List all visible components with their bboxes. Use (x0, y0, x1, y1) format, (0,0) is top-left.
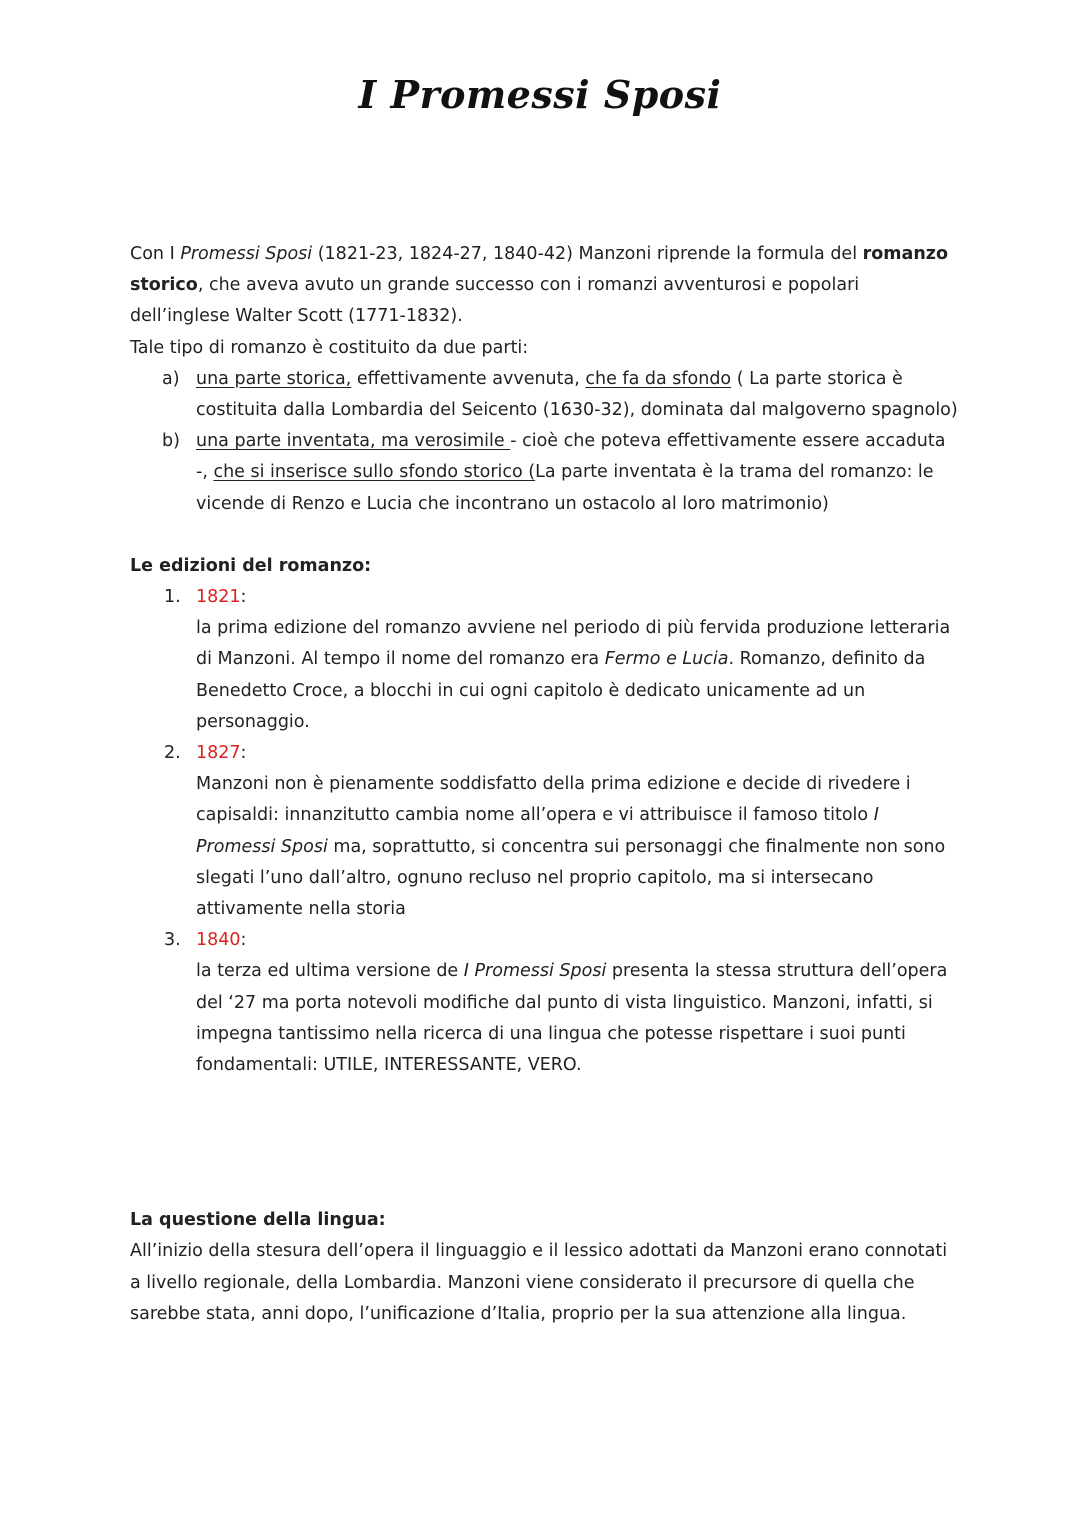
item-text: ( La parte storica è costituita dalla Lombardia del Seicento (1630-32), dominata dal malgoverno spagnolo) (196, 368, 958, 421)
italic-title: I Promessi Sposi (463, 961, 607, 982)
item-text: Manzoni non è pienamente soddisfatto della prima edizione e decide di rivedere i capisaldi: innanzitutto cambia nome all’opera e vi attribuisce il famoso titolo (196, 774, 911, 826)
list-marker: b) (162, 431, 180, 452)
intro-italic-title: Promessi Sposi (180, 244, 313, 264)
list-item (130, 738, 960, 925)
intro-text-1: Con I (130, 244, 181, 264)
item-text: la terza ed ultima versione de (196, 961, 464, 982)
edition-year-line (196, 925, 960, 956)
edition-text (196, 769, 960, 925)
edition-text (196, 613, 960, 738)
edition-year-line (196, 738, 960, 769)
underlined-text: una parte storica, (196, 368, 352, 389)
intro-paragraph (130, 239, 960, 333)
editions-list (130, 582, 960, 1081)
spacer (130, 520, 960, 551)
document-body (130, 239, 960, 1330)
edition-year: 1840 (196, 930, 241, 951)
intro-text-3: , che aveva avuto un grande successo con i romanzi avventurosi e popolari dell’inglese Walter Scott (1771-1832). (130, 275, 860, 327)
document-title: I Promessi Sposi (358, 72, 722, 117)
year-colon: : (240, 743, 247, 764)
list-item (130, 364, 960, 426)
item-text: ma, soprattutto, si concentra sui personaggi che finalmente non sono slegati l’uno dall’altro, ognuno recluso nel proprio capitolo, ma si intersecano attivamente nella storia (196, 836, 946, 920)
italic-title: Fermo e Lucia (604, 649, 729, 670)
underlined-text: una parte inventata, ma verosimile (196, 431, 511, 452)
language-heading: La questione della lingua: (130, 1210, 386, 1231)
intro-text-2: (1821-23, 1824-27, 1840-42) Manzoni riprende la formula del (312, 244, 863, 264)
spacer (130, 1081, 960, 1205)
underlined-text: che si inserisce sullo sfondo storico ( (213, 462, 536, 483)
edition-year-line (196, 582, 960, 613)
underlined-text: che fa da sfondo (585, 368, 732, 389)
italic-title: I Promessi Sposi (196, 805, 879, 857)
item-text: la prima edizione del romanzo avviene nel periodo di più fervida produzione letteraria di Manzoni. Al tempo il nome del romanzo era (196, 618, 951, 670)
year-colon: : (240, 930, 247, 951)
item-text: presenta la stessa struttura dell’opera del ‘27 ma porta notevoli modifiche dal punto di vista linguistico. Manzoni, infatti, si impegna tantissimo nella ricerca di una lingua che potesse rispettare i suoi punti fondamentali: UTILE, INTERESSANTE, VERO. (196, 961, 948, 1076)
parts-list (130, 364, 960, 520)
edition-text (196, 956, 960, 1081)
list-marker: a) (162, 368, 180, 389)
editions-heading: Le edizioni del romanzo: (130, 555, 372, 576)
item-text: . Romanzo, definito da Benedetto Croce, a blocchi in cui ogni capitolo è dedicato unicamente ad un personaggio. (196, 649, 926, 732)
intro-bold-term: romanzo storico (130, 244, 949, 296)
intro-line-2: Tale tipo di romanzo è costituito da due parti: (130, 337, 529, 358)
item-text: - cioè che poteva effettivamente essere accaduta -, (196, 431, 946, 483)
edition-year: 1827 (196, 743, 241, 764)
edition-year: 1821 (196, 587, 241, 608)
list-marker: 2. (164, 743, 181, 764)
list-marker: 3. (164, 930, 181, 951)
item-text: La parte inventata è la trama del romanzo: le vicende di Renzo e Lucia che incontrano un ostacolo al loro matrimonio) (196, 462, 934, 514)
list-marker: 1. (164, 587, 181, 608)
list-item (130, 426, 960, 520)
language-paragraph: All’inizio della stesura dell’opera il linguaggio e il lessico adottati da Manzoni erano connotati a livello regionale, della Lombardia. Manzoni viene considerato il precursore di quella che sarebbe stata, anni dopo, l’unificazione d’Italia, proprio per la sua attenzione alla lingua. (130, 1241, 948, 1324)
list-item (130, 582, 960, 738)
year-colon: : (240, 587, 247, 608)
item-text: effettivamente avvenuta, (351, 368, 586, 389)
list-item (130, 925, 960, 1081)
